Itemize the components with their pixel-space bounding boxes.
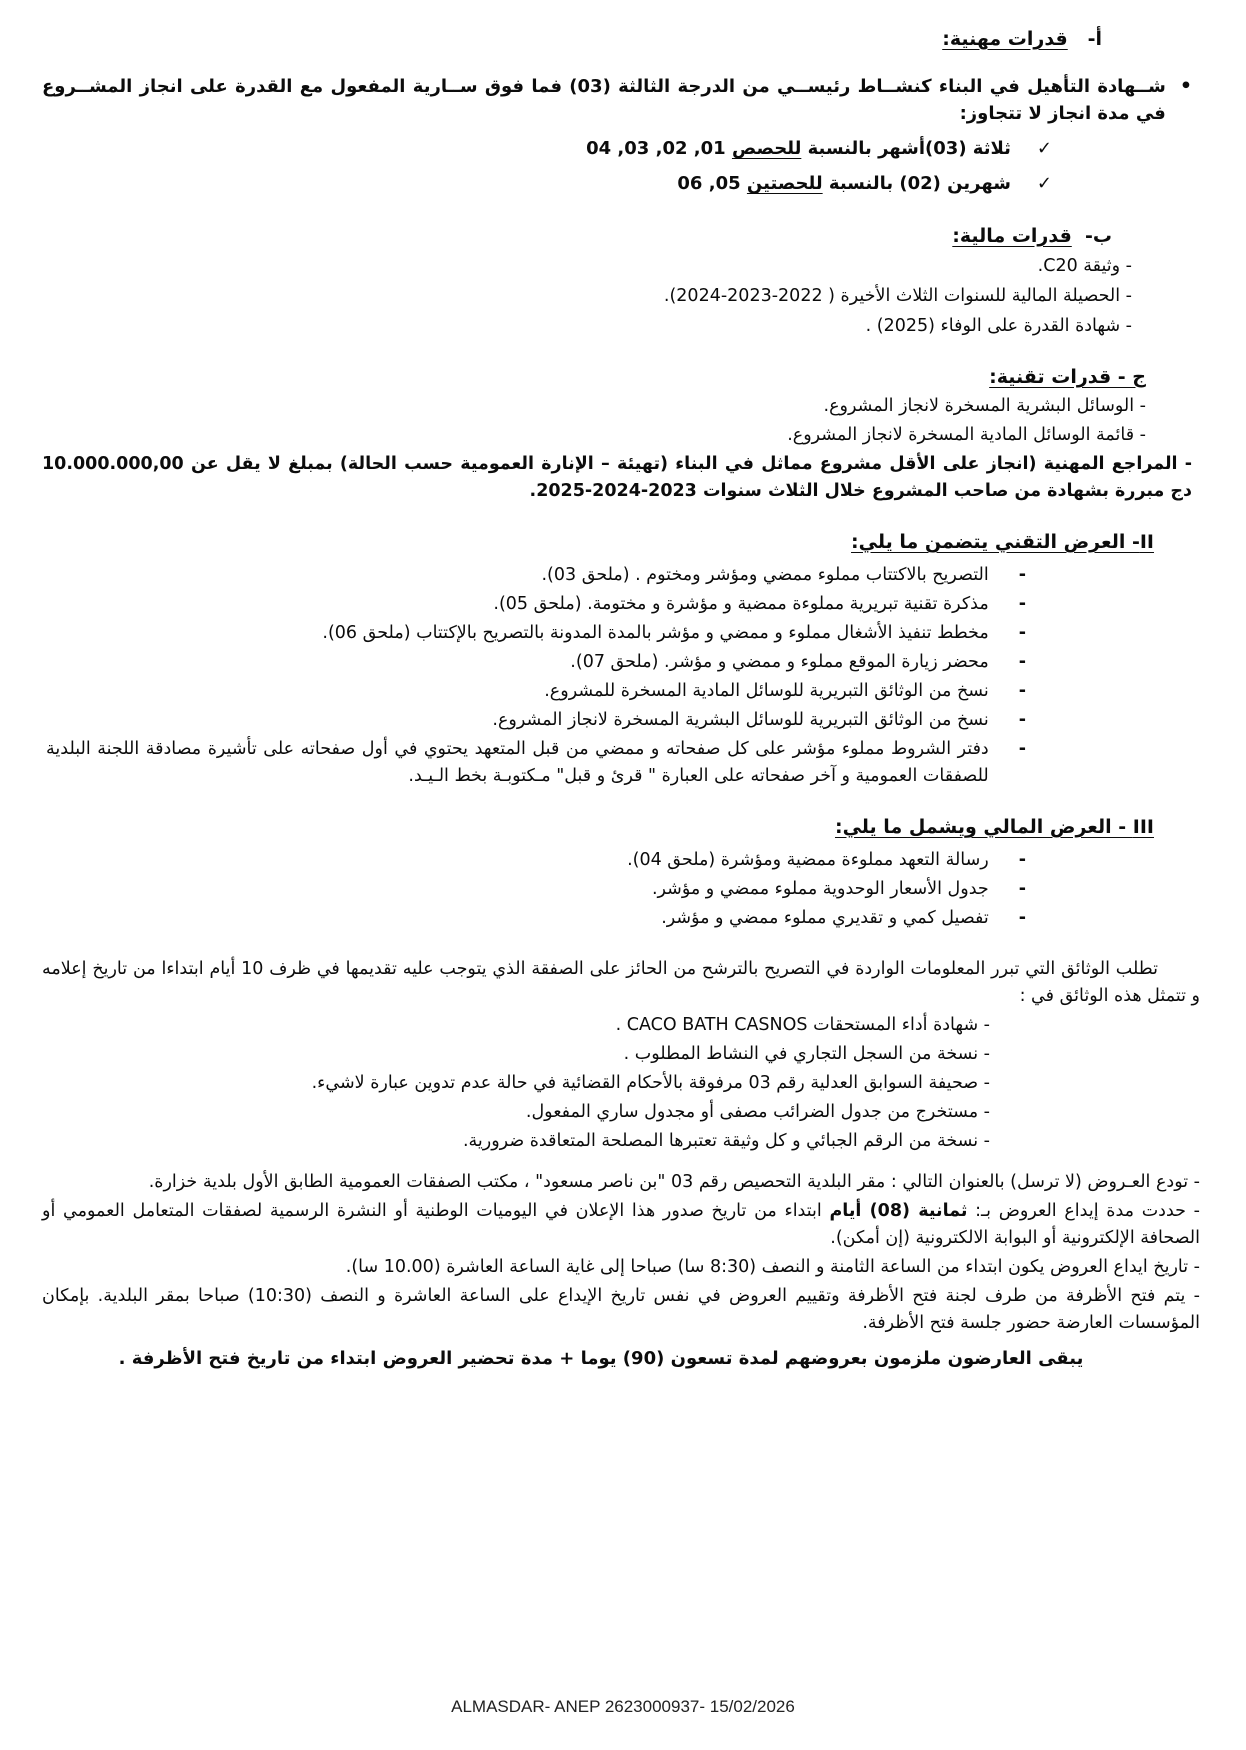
professional-references: - المراجع المهنية (انجاز على الأقل مشروع مماثل في البناء (تهيئة – الإنارة العمومية حسب الحالة) بمبلغ لا يقل عن 10.000.000,00 دج مبررة بشهادة من صاحب المشروع خلال الثلاث سنوات 2023-2024-2025. [42, 454, 1192, 501]
dash-icon: - [1018, 652, 1026, 672]
financial-offer-heading: III - العرض المالي ويشمل ما يلي: [834, 816, 1154, 838]
bullet-icon: • [1179, 75, 1192, 97]
check-item [40, 135, 1052, 162]
offer-item: - مخطط تنفيذ الأشغال مملوء و ممضي و مؤشر بالمدة المدونة بالتصريح بالإكتتاب (ملحق 06). [46, 620, 1026, 647]
offer-item: - التصريح بالاكتتاب مملوء ممضي ومؤشر ومختوم . (ملحق 03). [46, 562, 1026, 589]
technical-item: - الوسائل البشرية المسخرة لانجاز المشروع. [823, 396, 1146, 416]
dash-icon: - [1018, 594, 1026, 614]
dash-icon: - [1018, 879, 1026, 899]
offer-item: - جدول الأسعار الوحدوية مملوء ممضي و مؤشر. [46, 876, 1026, 903]
required-doc-item: - نسخة من السجل التجاري في النشاط المطلوب . [623, 1044, 990, 1064]
required-doc-item: - صحيفة السوابق العدلية رقم 03 مرفوقة بالأحكام القضائية في حالة عدم تدوين عبارة لاشيء. [311, 1073, 990, 1093]
offer-item: - تفصيل كمي و تقديري مملوء ممضي و مؤشر. [46, 905, 1026, 932]
required-doc-item: - نسخة من الرقم الجبائي و كل وثيقة تعتبرها المصلحة المتعاقدة ضرورية. [462, 1131, 990, 1151]
opening-note: - يتم فتح الأظرفة من طرف لجنة فتح الأظرفة وتقييم العروض في نفس تاريخ الإيداع على الساعة العاشرة و النصف (10:30) صباحا بمقر البلدية. بإمكان المؤسسات العارضة حضور جلسة فتح الأظرفة. [42, 1286, 1200, 1333]
offer-item: - رسالة التعهد مملوءة ممضية ومؤشرة (ملحق 04). [46, 847, 1026, 874]
technical-offer-list [40, 562, 1202, 790]
dash-icon: - [1018, 739, 1026, 759]
submission-conditions [40, 1169, 1202, 1372]
check-icon: ✓ [1036, 138, 1052, 159]
deposit-time-note: - تاريخ ايداع العروض يكون ابتداء من الساعة الثامنة و النصف (8:30 سا) صباحا إلى غاية الساعة العاشرة (10.00 سا). [345, 1257, 1200, 1277]
dash-icon: - [1018, 623, 1026, 643]
check-icon: ✓ [1036, 173, 1052, 194]
section-a-heading [40, 26, 1102, 53]
section-a-label: أ- [1087, 28, 1102, 50]
check-item-text: شهرين (02) بالنسبة للحصتين 05, 06 [677, 173, 1011, 194]
offer-item: - نسخ من الوثائق التبريرية للوسائل البشرية المسخرة لانجاز المشروع. [46, 707, 1026, 734]
financial-item: - الحصيلة المالية للسنوات الثلاث الأخيرة ( 2022-2023-2024). [663, 286, 1132, 306]
technical-item: - قائمة الوسائل المادية المسخرة لانجاز المشروع. [787, 425, 1146, 445]
footer-reference: ALMASDAR- ANEP 2623000937- 15/02/2026 [451, 1697, 795, 1716]
financial-item: - شهادة القدرة على الوفاء (2025) . [865, 316, 1132, 336]
dash-icon: - [1018, 908, 1026, 928]
section-b-title: قدرات مالية: [952, 225, 1072, 247]
financial-item: - وثيقة C20. [1037, 256, 1132, 276]
dash-icon: - [1018, 850, 1026, 870]
required-doc-item: - شهادة أداء المستحقات CACO BATH CASNOS . [615, 1015, 990, 1035]
deposit-duration-note: - حددت مدة إيداع العروض بـ: ثمانية (08) أيام ابتداء من تاريخ صدور هذا الإعلان في اليوميات الوطنية أو النشرة الرسمية لصفقات المتعامل العمومي أو الصحافة الإلكترونية أو البوابة الالكترونية (إن أمكن). [42, 1201, 1200, 1248]
required-doc-item: - مستخرج من جدول الضرائب مصفى أو مجدول ساري المفعول. [525, 1102, 990, 1122]
qualification-text: شــهادة التأهيل في البناء كنشــاط رئيســي من الدرجة الثالثة (03) فما فوق ســارية المفعول مع القدرة على انجاز المشــروع في مدة انجاز لا تتجاوز: [42, 76, 1166, 124]
qualification-bullet [42, 73, 1192, 127]
deposit-address-note: - تودع العـروض (لا ترسل) بالعنوان التالي : مقر البلدية التحصيص رقم 03 "بن ناصر مسعود" ، مكتب الصفقات العمومية الطابق الأول بلدية خزارة. [148, 1172, 1200, 1192]
check-item [40, 170, 1052, 197]
section-c-heading [40, 364, 1146, 391]
dash-icon: - [1018, 565, 1026, 585]
section-b-label: ب- [1085, 225, 1112, 247]
section-c-title: ج - قدرات تقنية: [989, 366, 1146, 388]
dash-icon: - [1018, 710, 1026, 730]
commitment-note: يبقى العارضون ملزمون بعروضهم لمدة تسعون (90) يوما + مدة تحضير العروض ابتداء من تاريخ فتح الأظرفة . [118, 1348, 1084, 1369]
technical-offer-heading: II- العرض التقني يتضمن ما يلي: [851, 531, 1154, 553]
dash-icon: - [1018, 681, 1026, 701]
offer-item: - دفتر الشروط مملوء مؤشر على كل صفحاته و ممضي من قبل المتعهد يحتوي في أول صفحاته على تأشيرة مصادقة اللجنة البلدية للصفقات العمومية و آخر صفحاته على العبارة " قرئ و قبل" مـكتوبـة بخط الـيـد. [46, 736, 1026, 790]
financial-offer-list [40, 847, 1202, 932]
offer-item: - نسخ من الوثائق التبريرية للوسائل المادية المسخرة للمشروع. [46, 678, 1026, 705]
section-a-title: قدرات مهنية: [942, 28, 1068, 50]
section-b-heading [40, 223, 1112, 250]
offer-item: - مذكرة تقنية تبريرية مملوءة ممضية و مؤشرة و مختومة. (ملحق 05). [46, 591, 1026, 618]
check-item-text: ثلاثة (03)أشهر بالنسبة للحصص 01, 02, 03, 04 [586, 138, 1011, 159]
offer-item: - محضر زيارة الموقع مملوء و ممضي و مؤشر. (ملحق 07). [46, 649, 1026, 676]
docs-request-paragraph: تطلب الوثائق التي تبرر المعلومات الواردة في التصريح بالترشح من الحائز على الصفقة الذي يتوجب عليه تقديمها في ظرف 10 أيام ابتداءا من تاريخ إعلامه و تتمثل هذه الوثائق في : [42, 959, 1200, 1006]
